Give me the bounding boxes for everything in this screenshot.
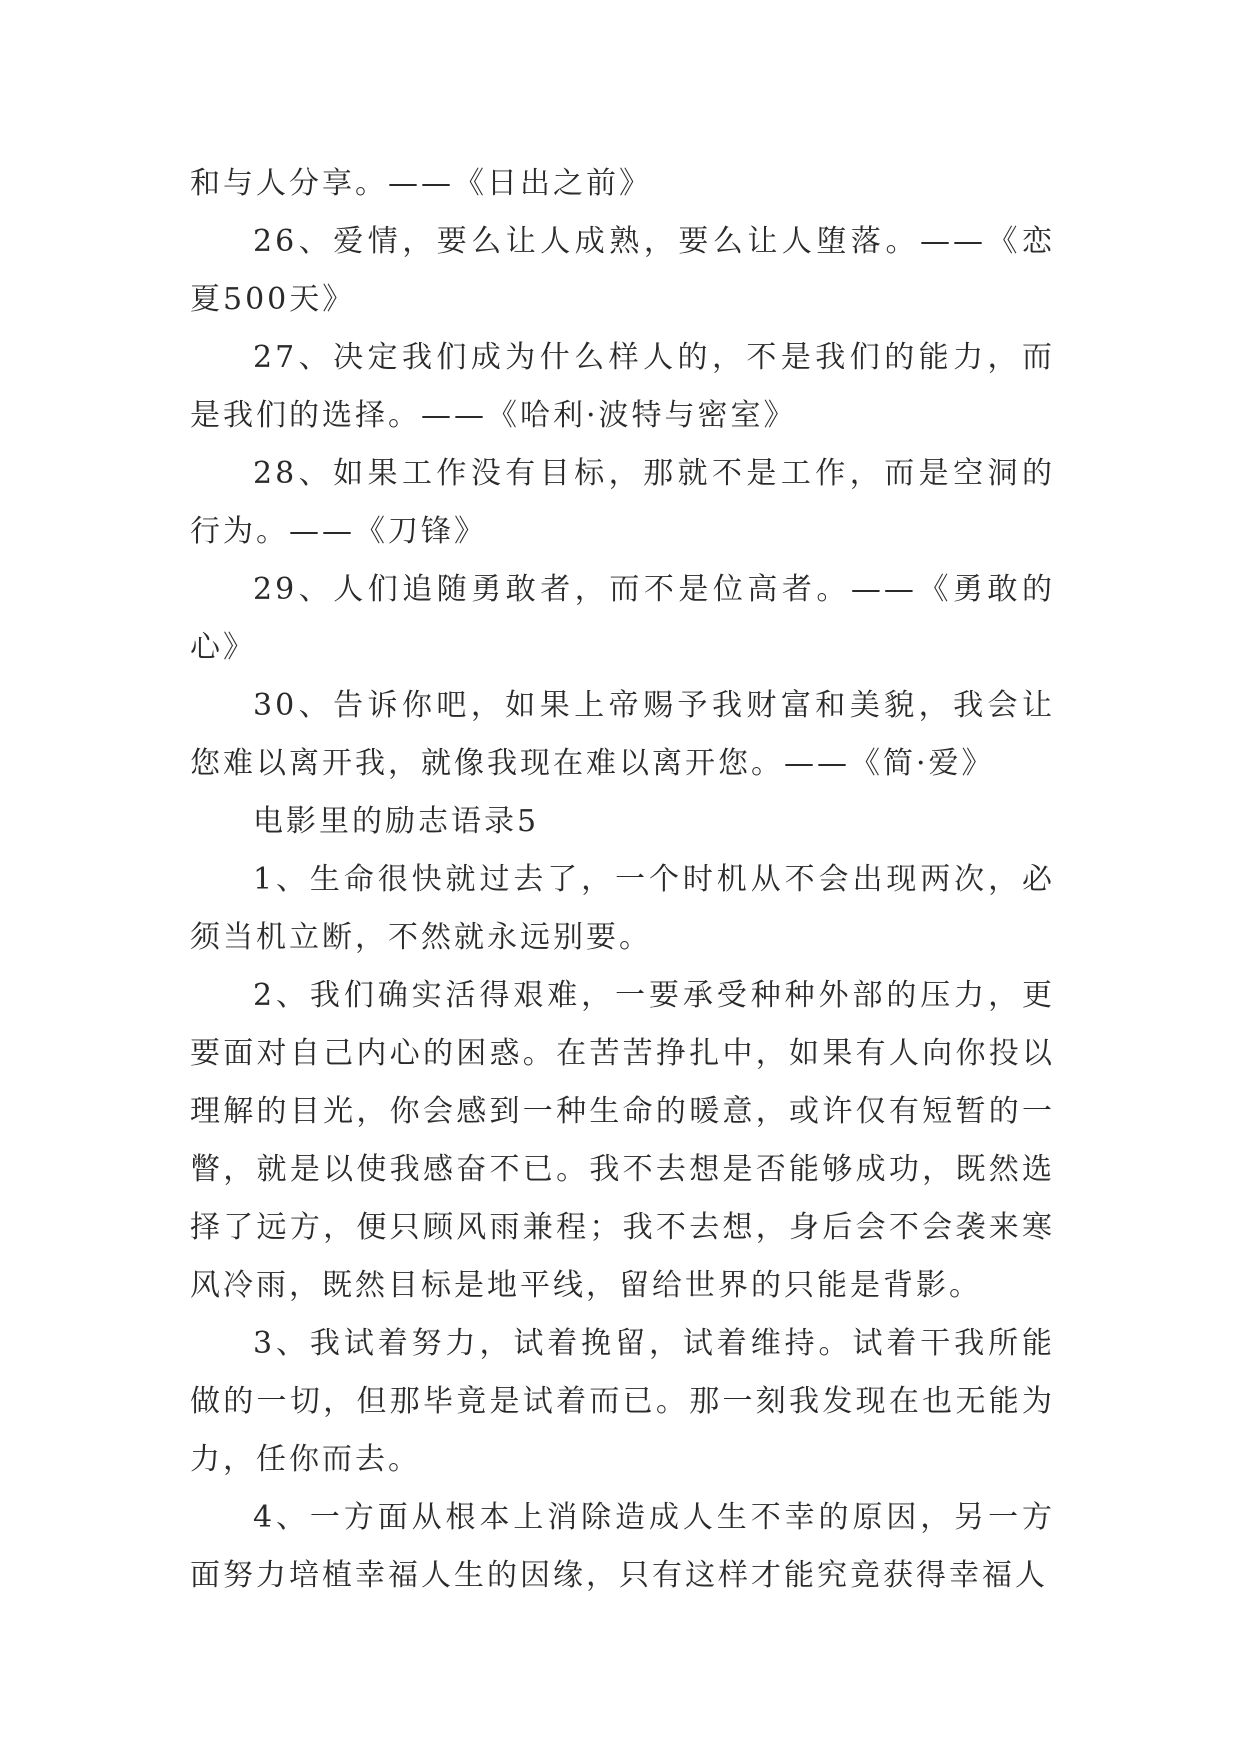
paragraph-quote-29: 29、人们追随勇敢者，而不是位高者。——《勇敢的心》 [190,572,1055,665]
paragraph-item-3: 3、我试着努力，试着挽留，试着维持。试着干我所能做的一切，但那毕竟是试着而已。那一刻我发现在也无能为力，任你而去。 [190,1326,1055,1477]
paragraph-continuation: 和与人分享。——《日出之前》 [190,166,652,201]
paragraph-quote-27: 27、决定我们成为什么样人的，不是我们的能力，而是我们的选择。——《哈利·波特与密室》 [190,340,1055,433]
paragraph-quote-30: 30、告诉你吧，如果上帝赐予我财富和美貌，我会让您难以离开我，就像我现在难以离开您。——《简·爱》 [190,688,1055,781]
paragraph-item-2: 2、我们确实活得艰难，一要承受种种外部的压力，更要面对自己内心的困惑。在苦苦挣扎中，如果有人向你投以理解的目光，你会感到一种生命的暖意，或许仅有短暂的一瞥，就是以使我感奋不已。我不去想是否能够成功，既然选择了远方，便只顾风雨兼程；我不去想，身后会不会袭来寒风冷雨，既然目标是地平线，留给世界的只能是背影。 [190,978,1055,1303]
paragraph-quote-26: 26、爱情，要么让人成熟，要么让人堕落。——《恋夏500天》 [190,224,1055,317]
paragraph-item-1: 1、生命很快就过去了，一个时机从不会出现两次，必须当机立断，不然就永远别要。 [190,862,1055,955]
document-body [190,155,1055,1605]
paragraph-quote-28: 28、如果工作没有目标，那就不是工作，而是空洞的行为。——《刀锋》 [190,456,1055,549]
paragraph-item-4: 4、一方面从根本上消除造成人生不幸的原因，另一方面努力培植幸福人生的因缘，只有这样才能究竟获得幸福人 [190,1500,1055,1593]
section-heading: 电影里的励志语录5 [253,804,540,839]
